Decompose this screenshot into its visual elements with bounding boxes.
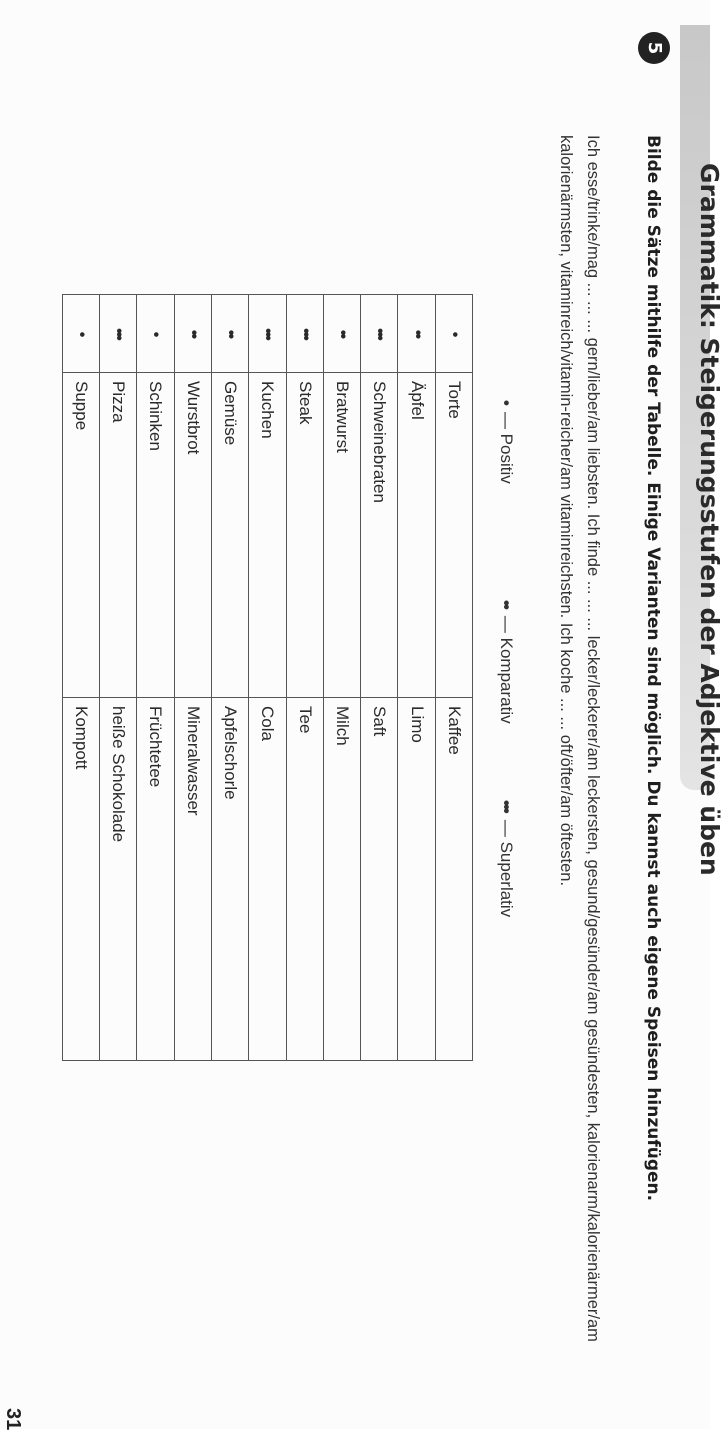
level-dots-cell: ••• — [100, 295, 137, 373]
food-cell: Steak — [286, 373, 323, 698]
food-cell: Pizza — [100, 373, 137, 698]
level-dots-cell: • — [62, 295, 99, 373]
level-dots-cell: •• — [398, 295, 435, 373]
table-row — [62, 295, 99, 1061]
table-row — [398, 295, 435, 1061]
table-row — [249, 295, 286, 1061]
level-dots-cell: •• — [211, 295, 248, 373]
section-title: Grammatik: Steigerungsstufen der Adjektive üben — [695, 163, 724, 876]
table-row — [100, 295, 137, 1061]
table-row — [286, 295, 323, 1061]
drink-cell: Tee — [286, 698, 323, 1061]
table-row — [211, 295, 248, 1061]
food-cell: Schweinebraten — [361, 373, 398, 698]
food-cell: Schinken — [137, 373, 174, 698]
food-cell: Äpfel — [398, 373, 435, 698]
table-row — [174, 295, 211, 1061]
food-cell: Kuchen — [249, 373, 286, 698]
legend-item-positiv — [496, 400, 516, 484]
drink-cell: Kaffee — [435, 698, 472, 1061]
legend-item-komparativ — [496, 600, 516, 724]
table-row — [435, 295, 472, 1061]
level-dots-cell: ••• — [361, 295, 398, 373]
task-number-badge: 5 — [638, 32, 670, 64]
drink-cell: heiße Schokolade — [100, 698, 137, 1061]
drink-cell: Saft — [361, 698, 398, 1061]
level-dots-cell: ••• — [249, 295, 286, 373]
legend-label: — Superlativ — [497, 819, 516, 918]
level-dots-cell: ••• — [286, 295, 323, 373]
food-cell: Wurstbrot — [174, 373, 211, 698]
legend-dots: • — [497, 400, 516, 404]
legend — [488, 400, 516, 1020]
level-dots-cell: •• — [323, 295, 360, 373]
section-header-bar — [680, 25, 724, 876]
table-row — [361, 295, 398, 1061]
task-instruction: Bilde die Sätze mithilfe der Tabelle. Einige Varianten sind möglich. Du kannst auch eigene Speisen hinzufügen. — [643, 135, 663, 1202]
legend-item-superlativ — [496, 800, 516, 917]
table-row — [323, 295, 360, 1061]
drink-cell: Apfelschorle — [211, 698, 248, 1061]
food-cell: Gemüse — [211, 373, 248, 698]
level-dots-cell: •• — [174, 295, 211, 373]
task-sentence-pattern: Ich esse/trinke/mag ... ... ... gern/lieber/am liebsten. Ich finde ... ... ... lecker/leckerer/am leckersten, gesund/gesünder/am gesündesten, kalorienarm/kalorienärmer/am kalorienärmsten, vitaminreich/vitamin-reicher/am vitaminreichsten. Ich koche ... ... oft/öfter/am öftesten. — [557, 135, 602, 1342]
legend-label: — Positiv — [497, 411, 516, 484]
food-cell: Bratwurst — [323, 373, 360, 698]
legend-dots: •• — [497, 600, 516, 608]
drink-cell: Milch — [323, 698, 360, 1061]
legend-label: — Komparativ — [497, 615, 516, 724]
legend-dots: ••• — [497, 800, 516, 812]
food-drink-table — [62, 294, 473, 1061]
drink-cell: Früchtetee — [137, 698, 174, 1061]
level-dots-cell: • — [137, 295, 174, 373]
level-dots-cell: • — [435, 295, 472, 373]
drink-cell: Limo — [398, 698, 435, 1061]
drink-cell: Cola — [249, 698, 286, 1061]
drink-cell: Mineralwasser — [174, 698, 211, 1061]
table-row — [137, 295, 174, 1061]
food-cell: Suppe — [62, 373, 99, 698]
food-cell: Torte — [435, 373, 472, 698]
page-number: 31 — [2, 1408, 24, 1430]
drink-cell: Kompott — [62, 698, 99, 1061]
